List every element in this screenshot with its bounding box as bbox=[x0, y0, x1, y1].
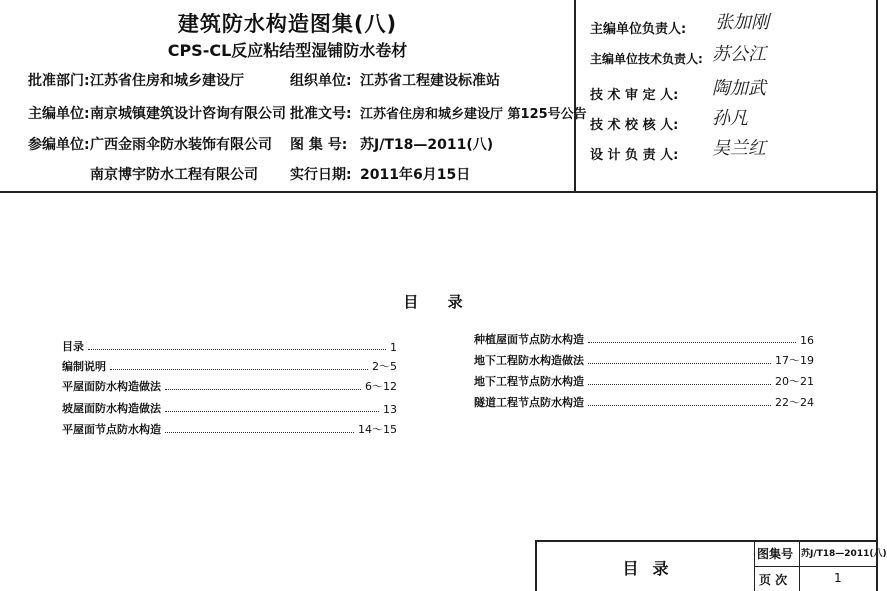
toc-leader-dots bbox=[588, 405, 771, 406]
atlas-number-cell-label: 图集号 bbox=[757, 547, 794, 561]
toc-item-page: 1 bbox=[390, 341, 397, 354]
toc-item-title: 平屋面防水构造做法 bbox=[62, 380, 161, 393]
toc-item-title: 地下工程节点防水构造 bbox=[474, 375, 584, 388]
toc-item-page: 6～12 bbox=[365, 380, 397, 393]
toc-leader-dots bbox=[588, 342, 796, 343]
toc-item[interactable] bbox=[62, 376, 397, 394]
toc-leader-dots bbox=[588, 384, 771, 385]
page-cell-value: 1 bbox=[834, 571, 842, 585]
title-block-title: 目录 bbox=[622, 559, 683, 578]
effective-date-label: 实行日期: bbox=[290, 167, 352, 183]
signature-design-lead: 吴兰红 bbox=[712, 138, 766, 159]
toc-item-page: 22～24 bbox=[775, 396, 814, 409]
approval-department-value: 江苏省住房和城乡建设厅 bbox=[90, 73, 244, 89]
approval-department-label: 批准部门: bbox=[28, 73, 90, 89]
toc-item[interactable] bbox=[474, 371, 814, 389]
organizing-unit-label: 组织单位: bbox=[290, 73, 352, 89]
toc-item[interactable] bbox=[62, 336, 397, 354]
atlas-number-cell-value: 苏J/T18—2011(八) bbox=[801, 549, 887, 559]
approval-number-label: 批准文号: bbox=[290, 106, 352, 122]
chief-editor-value: 南京城镇建筑设计咨询有限公司 bbox=[90, 106, 286, 122]
toc-heading: 目 录 bbox=[403, 293, 475, 311]
effective-date-value: 2011年6月15日 bbox=[360, 167, 471, 183]
participating-unit-value: 广西金雨伞防水装饰有限公司 bbox=[90, 137, 272, 153]
participating-unit-label: 参编单位: bbox=[28, 137, 90, 153]
atlas-number-label: 图 集 号: bbox=[290, 137, 348, 153]
signature-label-design-lead: 设 计 负 责 人: bbox=[590, 148, 679, 163]
signature-approver: 陶加武 bbox=[712, 78, 766, 99]
toc-item-title: 坡屋面防水构造做法 bbox=[62, 402, 161, 415]
signature-label-approver: 技 术 审 定 人: bbox=[590, 88, 679, 103]
approval-number-value: 江苏省住房和城乡建设厅 第125号公告 bbox=[360, 107, 587, 122]
toc-item-page: 16 bbox=[800, 334, 814, 347]
signature-tech-lead: 苏公江 bbox=[712, 44, 766, 65]
header-bottom-border bbox=[0, 191, 878, 193]
atlas-number-value: 苏J/T18—2011(八) bbox=[360, 137, 494, 153]
page-cell-label: 页 次 bbox=[759, 573, 788, 587]
toc-item[interactable] bbox=[474, 329, 814, 347]
toc-item[interactable] bbox=[474, 350, 814, 368]
toc-leader-dots bbox=[110, 369, 368, 370]
toc-item-title: 目录 bbox=[62, 340, 84, 353]
toc-item-title: 种植屋面节点防水构造 bbox=[474, 333, 584, 346]
toc-item-page: 2～5 bbox=[372, 360, 397, 373]
signature-label-chief-unit: 主编单位负责人: bbox=[590, 22, 687, 37]
signature-label-checker: 技 术 校 核 人: bbox=[590, 118, 679, 133]
toc-leader-dots bbox=[588, 363, 771, 364]
signature-chief-unit: 张加刚 bbox=[715, 12, 769, 33]
toc-leader-dots bbox=[165, 432, 354, 433]
signature-checker: 孙凡 bbox=[712, 108, 748, 129]
toc-item-title: 地下工程防水构造做法 bbox=[474, 354, 584, 367]
toc-item[interactable] bbox=[474, 392, 814, 410]
toc-item-page: 17～19 bbox=[775, 354, 814, 367]
toc-item[interactable] bbox=[62, 419, 397, 437]
title-block-top-border bbox=[535, 540, 878, 542]
organizing-unit-value: 江苏省工程建设标准站 bbox=[360, 73, 500, 89]
toc-item[interactable] bbox=[62, 356, 397, 374]
toc-item-title: 隧道工程节点防水构造 bbox=[474, 396, 584, 409]
toc-item-page: 13 bbox=[383, 403, 397, 416]
atlas-title: 建筑防水构造图集(八) bbox=[177, 12, 398, 36]
participating-unit-value-2: 南京博宇防水工程有限公司 bbox=[90, 167, 258, 183]
atlas-subtitle: CPS-CL反应粘结型湿铺防水卷材 bbox=[167, 41, 408, 60]
toc-leader-dots bbox=[88, 349, 386, 350]
toc-item-page: 20～21 bbox=[775, 375, 814, 388]
toc-item[interactable] bbox=[62, 398, 397, 416]
toc-item-page: 14～15 bbox=[358, 423, 397, 436]
toc-leader-dots bbox=[165, 411, 379, 412]
title-block-row-divider bbox=[754, 566, 878, 567]
signature-label-tech-lead: 主编单位技术负责人: bbox=[590, 52, 703, 66]
toc-item-title: 编制说明 bbox=[62, 360, 106, 373]
toc-item-title: 平屋面节点防水构造 bbox=[62, 423, 161, 436]
toc-leader-dots bbox=[165, 389, 361, 390]
chief-editor-label: 主编单位: bbox=[28, 106, 90, 122]
